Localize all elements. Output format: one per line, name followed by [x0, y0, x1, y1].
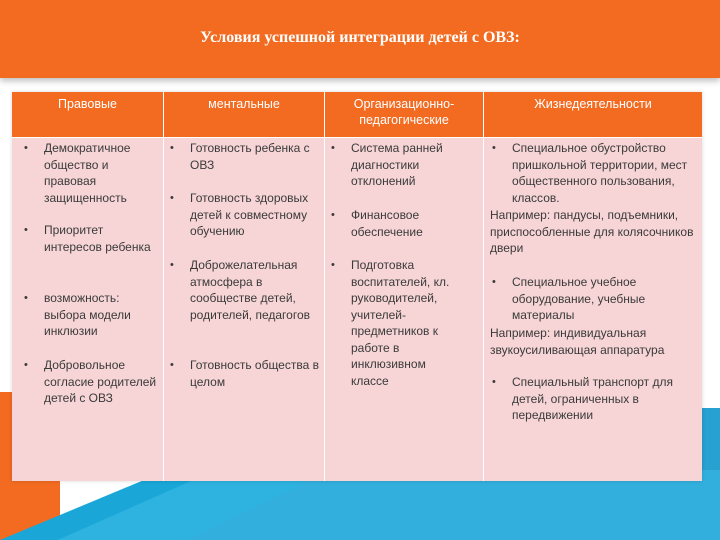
bullet-icon: • [331, 209, 335, 221]
list-item: • Финансовое обеспечение [331, 208, 423, 239]
bullet-icon: • [24, 142, 28, 154]
bullet-icon: • [170, 259, 174, 271]
list-item: • Система ранней диагностики отклонений [331, 141, 443, 188]
cell-mental [164, 137, 324, 481]
column-mental [164, 92, 325, 481]
list-item: • Демократичное общество и правовая защищенность [24, 141, 131, 205]
list-item: • Готовность ребенка с ОВЗ [170, 141, 310, 172]
header-livelihood: Жизнедеятельности [484, 92, 702, 137]
bullet-icon: • [492, 276, 496, 288]
list-item: • Специальный транспорт для детей, ограниченных в передвижении [492, 375, 674, 422]
cell-legal [12, 137, 163, 481]
bullet-icon: • [24, 359, 28, 371]
list-item: • Готовность здоровых детей к совместному обучению [170, 191, 309, 238]
list-item: • Доброжелательная атмосфера в сообществе детей, родителей, педагогов [170, 258, 311, 322]
title-bar [0, 0, 720, 78]
note-text: Например: пандусы, подъемники, приспособленные для колясочников двери [490, 208, 694, 255]
bullet-icon: • [492, 376, 496, 388]
bullet-icon: • [331, 142, 335, 154]
column-livelihood [484, 92, 702, 481]
list-item: • Приоритет интересов ребенка [24, 223, 151, 254]
cell-livelihood [484, 137, 702, 481]
bullet-icon: • [492, 142, 496, 154]
column-legal [12, 92, 164, 481]
list-item: • Специальное учебное оборудование, учебные материалы [492, 275, 646, 322]
bullet-icon: • [24, 292, 28, 304]
column-organizational [325, 92, 484, 481]
cell-organizational [325, 137, 483, 481]
list-item: • Специальное обустройство пришкольной территории, мест общественного пользования, классов. [492, 141, 688, 205]
bullet-icon: • [170, 142, 174, 154]
conditions-table [12, 92, 702, 481]
slide-title: Условия успешной интеграции детей с ОВЗ: [200, 29, 520, 46]
list-item: • Готовность общества в целом [170, 358, 319, 389]
bullet-icon: • [24, 224, 28, 236]
note-text: Например: индивидуальная звукоусиливающая аппаратура [490, 326, 665, 357]
bullet-icon: • [331, 259, 335, 271]
list-item: • возможность: выбора модели инклюзии [24, 291, 131, 338]
header-mental: ментальные [164, 92, 324, 137]
bullet-icon: • [170, 359, 174, 371]
header-legal: Правовые [12, 92, 163, 137]
bullet-icon: • [170, 192, 174, 204]
header-organizational: Организационно-педагогические [325, 92, 483, 137]
list-item: • Добровольное согласие родителей детей с ОВЗ [24, 358, 157, 405]
list-item: • Подготовка воспитателей, кл. руководителей, учителей-предметников к работе в инклюзивном классе [331, 258, 450, 388]
